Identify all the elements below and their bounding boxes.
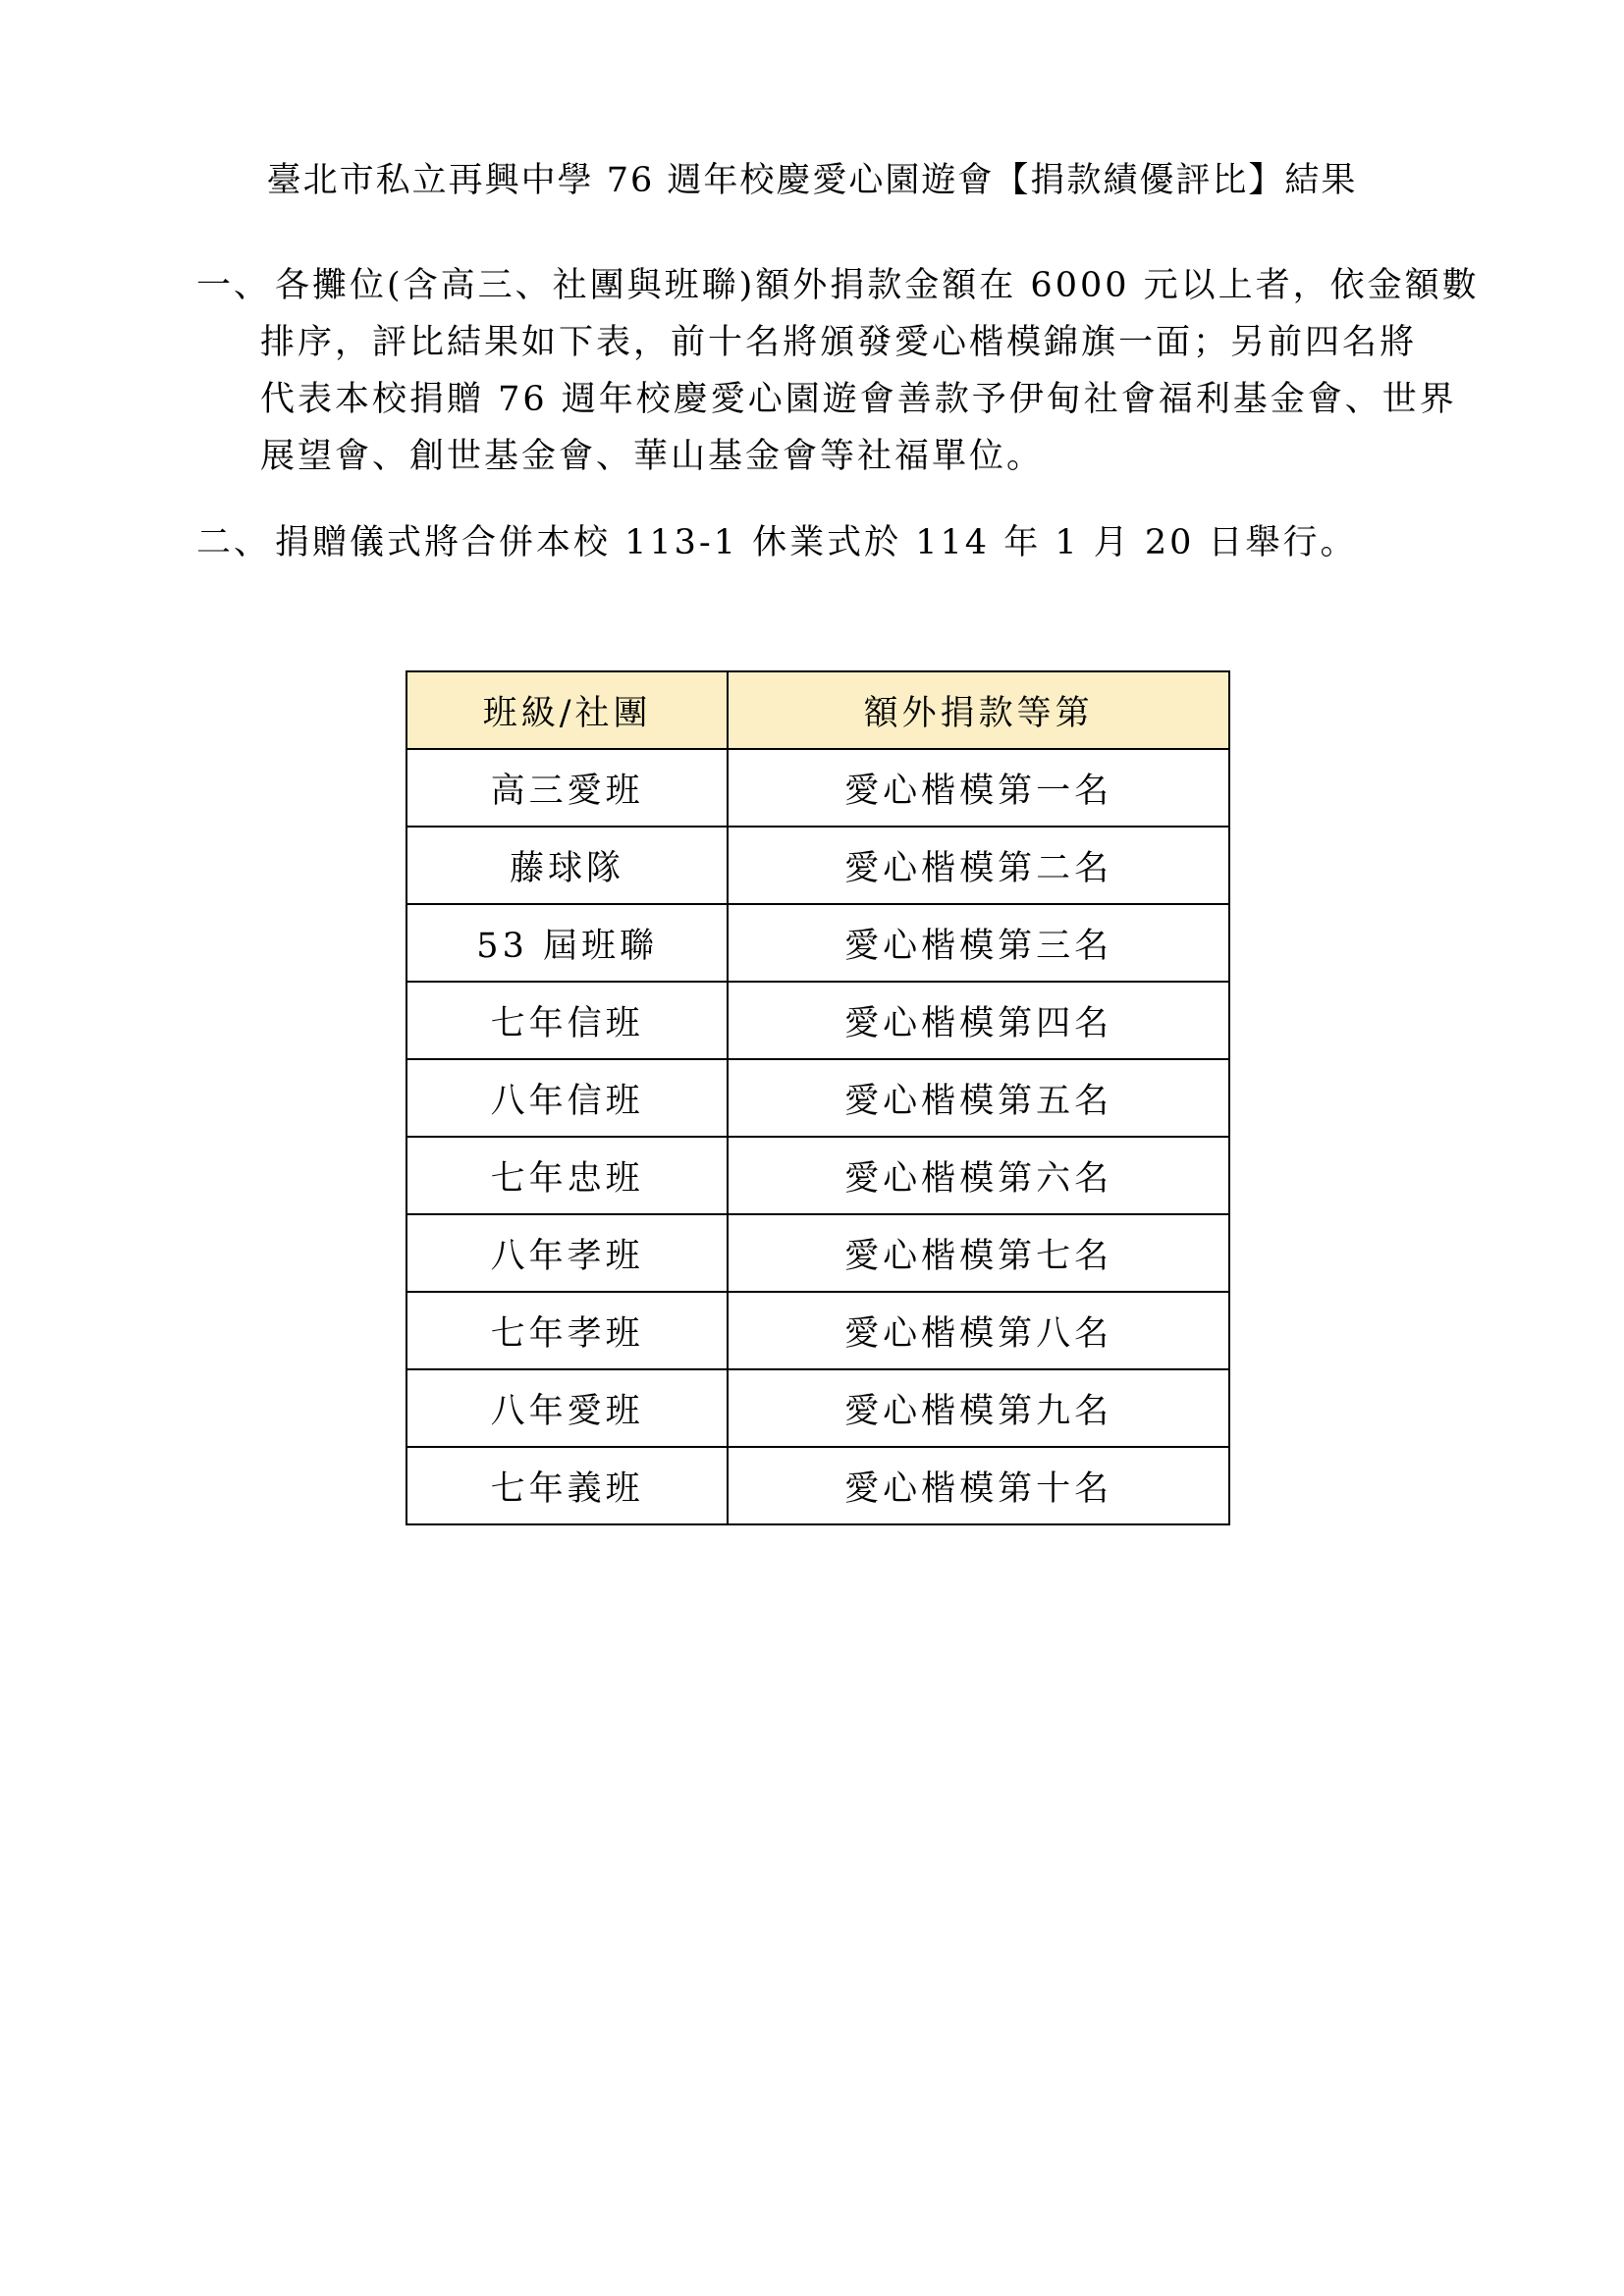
cell-rank: 愛心楷模第五名	[728, 1059, 1229, 1137]
cell-rank: 愛心楷模第八名	[728, 1292, 1229, 1369]
table-row	[406, 1292, 1229, 1369]
header-class-club: 班級/社團	[406, 671, 728, 749]
cell-rank: 愛心楷模第二名	[728, 827, 1229, 904]
cell-rank: 愛心楷模第九名	[728, 1369, 1229, 1447]
cell-class: 八年信班	[406, 1059, 728, 1137]
cell-class: 53 屆班聯	[406, 904, 728, 982]
table-row	[406, 1137, 1229, 1214]
header-donation-rank: 額外捐款等第	[728, 671, 1229, 749]
table-row	[406, 1447, 1229, 1524]
cell-rank: 愛心楷模第三名	[728, 904, 1229, 982]
cell-class: 七年信班	[406, 982, 728, 1059]
cell-class: 七年義班	[406, 1447, 728, 1524]
item-text-line: 捐贈儀式將合併本校 113-1 休業式於 114 年 1 月 20 日舉行。	[275, 523, 1358, 562]
list-marker: 二、	[196, 523, 272, 562]
list-item	[196, 257, 1480, 485]
cell-class: 八年孝班	[406, 1214, 728, 1292]
cell-rank: 愛心楷模第一名	[728, 749, 1229, 827]
cell-rank: 愛心楷模第四名	[728, 982, 1229, 1059]
cell-rank: 愛心楷模第七名	[728, 1214, 1229, 1292]
table-row	[406, 904, 1229, 982]
cell-class: 七年忠班	[406, 1137, 728, 1214]
cell-class: 藤球隊	[406, 827, 728, 904]
table-row	[406, 1214, 1229, 1292]
item-text-line: 各攤位(含高三、社團與班聯)額外捐款金額在 6000 元以上者，依金額數	[275, 266, 1480, 305]
table-row	[406, 1059, 1229, 1137]
document-title: 臺北市私立再興中學 76 週年校慶愛心園遊會【捐款績優評比】結果	[266, 161, 1358, 200]
item-text-line: 代表本校捐贈 76 週年校慶愛心園遊會善款予伊甸社會福利基金會、世界	[260, 380, 1457, 419]
cell-class: 八年愛班	[406, 1369, 728, 1447]
cell-class: 七年孝班	[406, 1292, 728, 1369]
cell-class: 高三愛班	[406, 749, 728, 827]
item-text-line: 排序，評比結果如下表，前十名將頒發愛心楷模錦旗一面；另前四名將	[260, 323, 1418, 362]
cell-rank: 愛心楷模第六名	[728, 1137, 1229, 1214]
table-row	[406, 982, 1229, 1059]
list-item	[196, 514, 1469, 571]
table-row	[406, 827, 1229, 904]
table-row	[406, 1369, 1229, 1447]
item-text-line: 展望會、創世基金會、華山基金會等社福單位。	[260, 437, 1045, 476]
list-marker: 一、	[196, 266, 272, 305]
cell-rank: 愛心楷模第十名	[728, 1447, 1229, 1524]
results-table	[406, 670, 1230, 1525]
table-header-row	[406, 671, 1229, 749]
table-row	[406, 749, 1229, 827]
